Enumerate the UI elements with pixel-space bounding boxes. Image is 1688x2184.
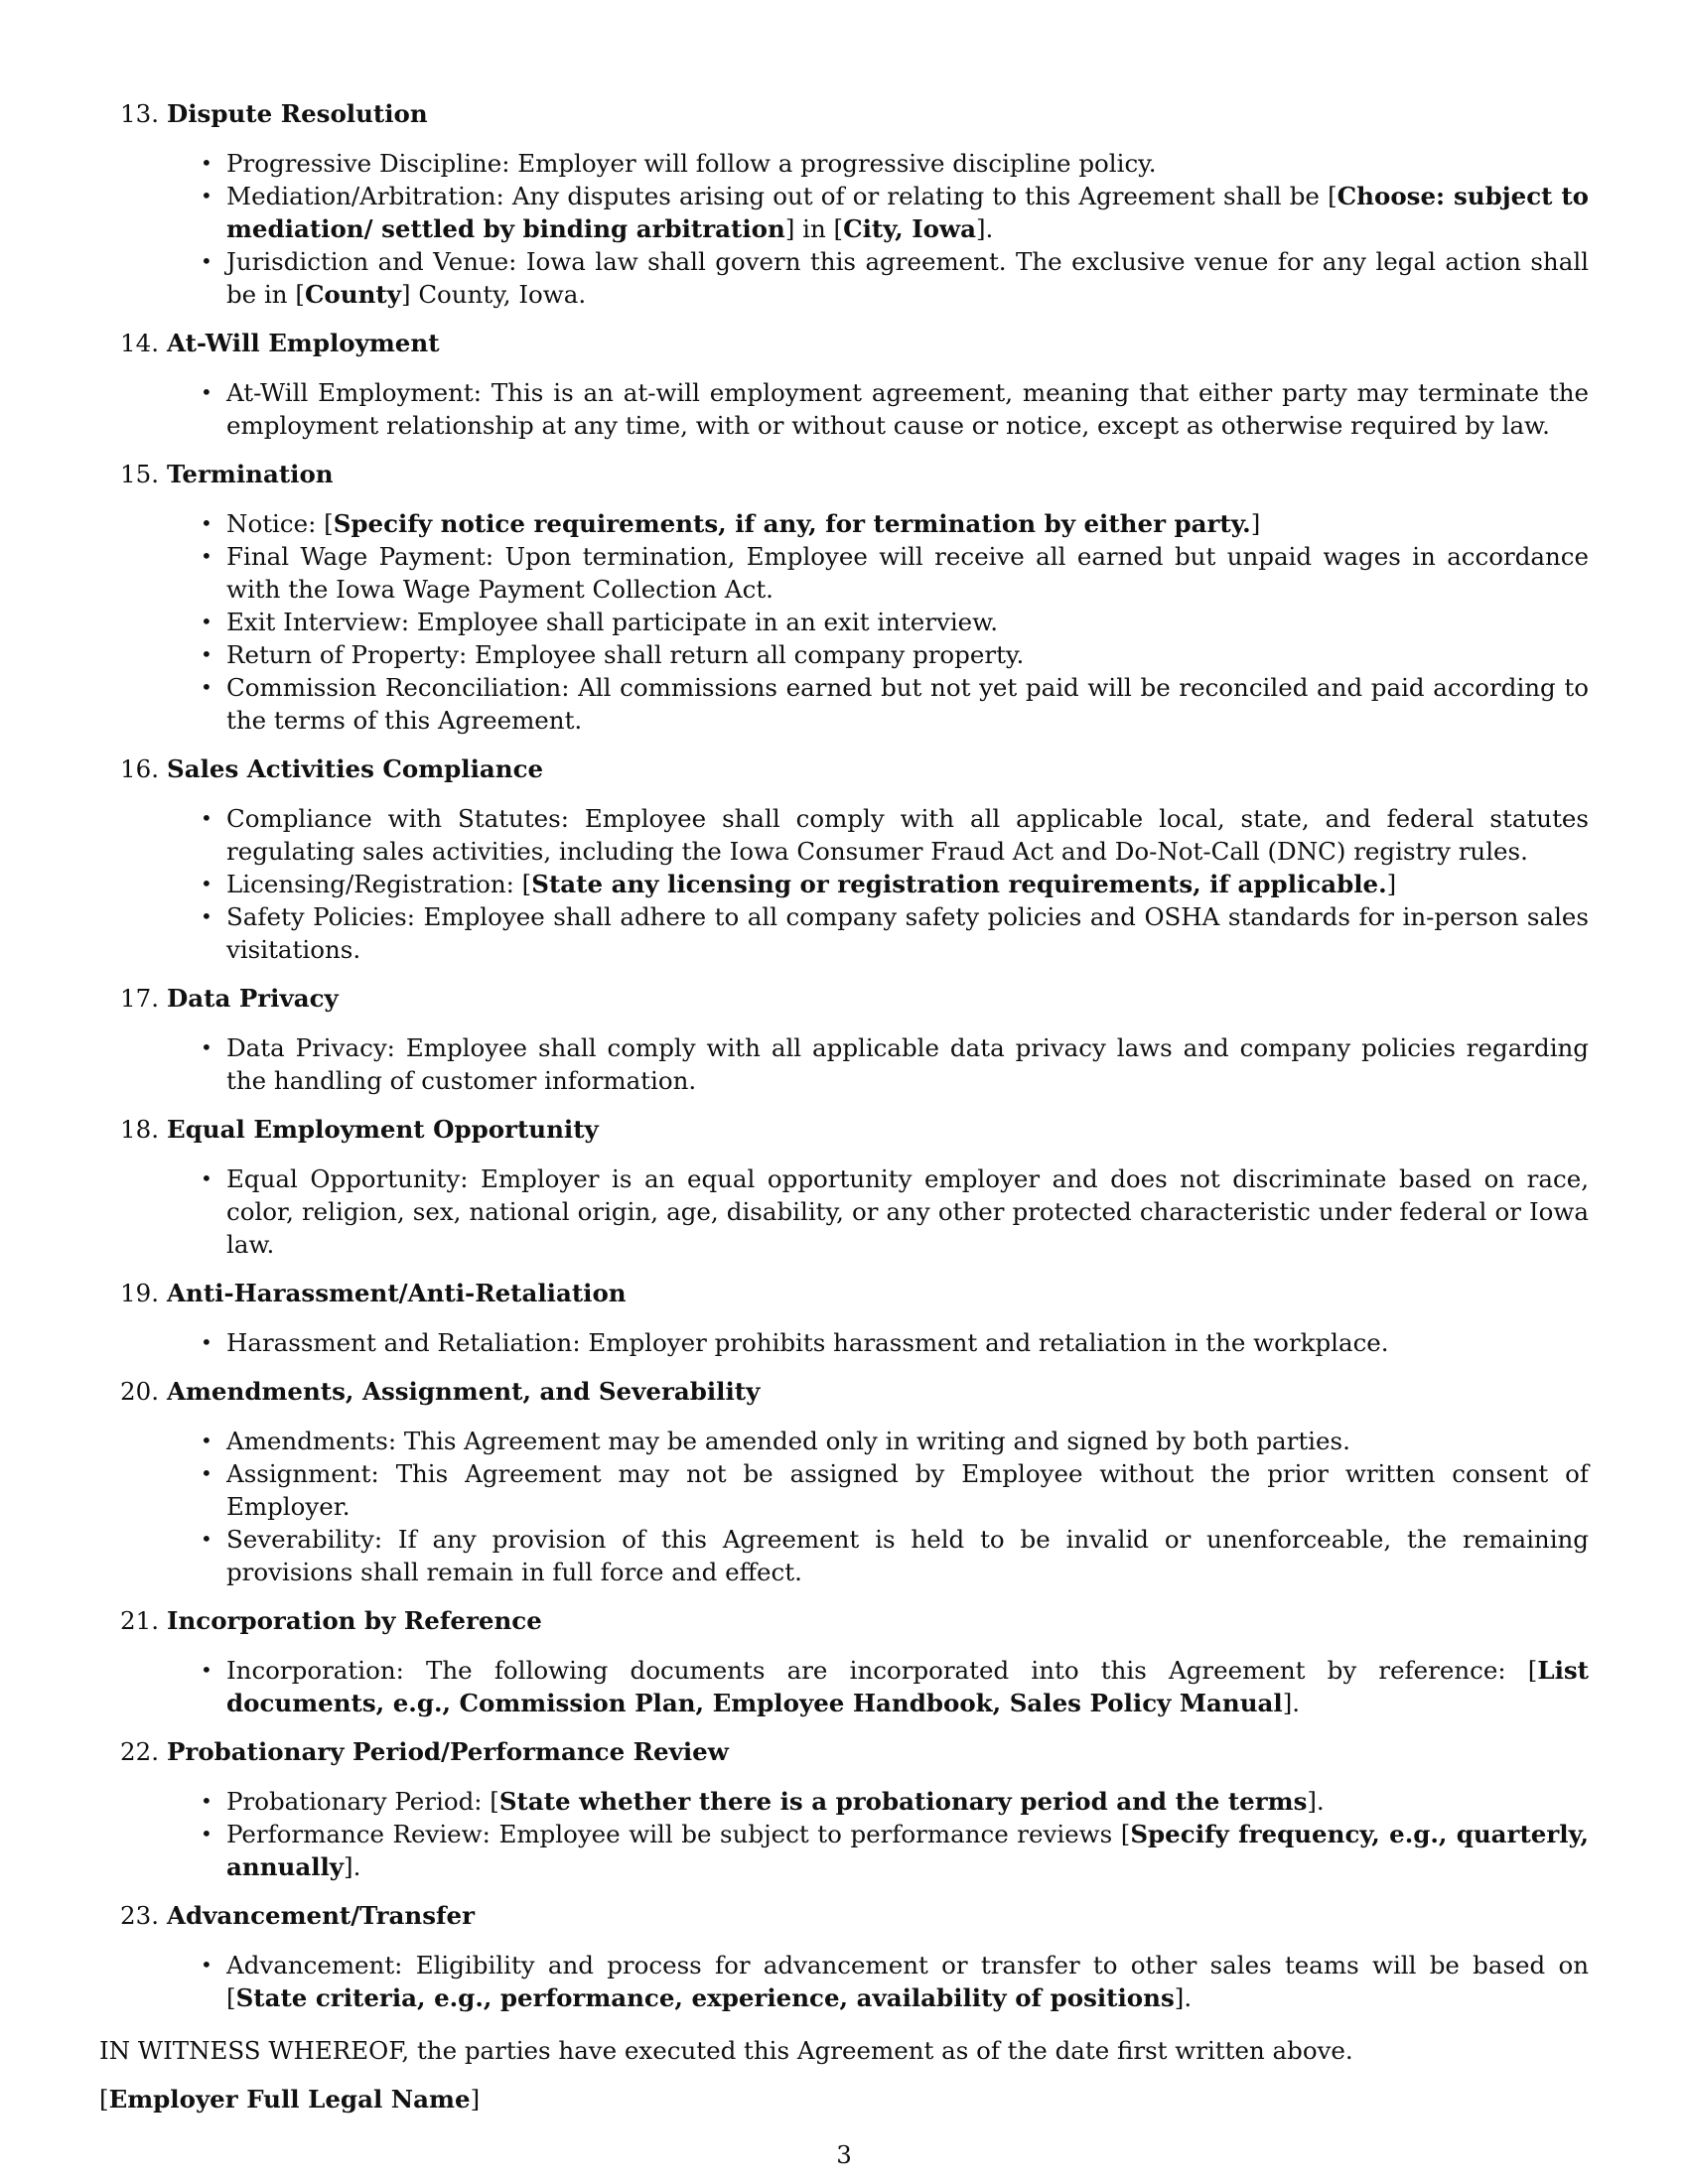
placeholder-text: State criteria, e.g., performance, experience, availability of positions: [235, 1983, 1175, 2012]
text-segment: Return of Property: Employee shall return all company property.: [226, 640, 1025, 669]
section-heading: [99, 1113, 1589, 1146]
text-segment: Jurisdiction and Venue: Iowa law shall govern this agreement. The exclusive venue for any legal action shall be in [: [226, 247, 1589, 309]
bullet-list: [99, 1326, 1589, 1359]
section-title: Equal Employment Opportunity: [167, 1115, 599, 1144]
text-segment: At-Will Employment: This is an at-will employment agreement, meaning that either party may terminate the employment relationship at any time, with or without cause or notice, except as otherwise required by law.: [226, 378, 1589, 440]
bullet-icon: •: [201, 1953, 212, 1977]
bullet-icon: •: [201, 1822, 212, 1845]
list-item: [99, 1818, 1589, 1883]
placeholder-text: State whether there is a probationary period and the terms: [498, 1787, 1308, 1816]
list-item: [99, 507, 1589, 540]
section-heading: [99, 97, 1589, 130]
list-item: [99, 147, 1589, 180]
section-title: At-Will Employment: [167, 329, 440, 357]
bullet-icon: •: [201, 1461, 212, 1485]
text-segment: Licensing/Registration: [: [226, 870, 532, 898]
text-segment: ].: [1174, 1983, 1193, 2012]
section-title: Advancement/Transfer: [167, 1901, 476, 1930]
bullet-icon: •: [201, 1658, 212, 1682]
text-segment: Final Wage Payment: Upon termination, Employee will receive all earned but unpaid wages in accordance with the Iowa Wage Payment Collection Act.: [226, 542, 1589, 604]
text-segment: Severability: If any provision of this Agreement is held to be invalid or unenforceable, the remaining provisions shall remain in full force and effect.: [226, 1525, 1589, 1586]
bullet-icon: •: [201, 544, 212, 568]
bullet-icon: •: [201, 1429, 212, 1452]
list-item: [99, 868, 1589, 900]
list-item: [99, 638, 1589, 671]
list-item: [99, 1949, 1589, 2014]
bullet-list: [99, 147, 1589, 311]
bullet-icon: •: [201, 1330, 212, 1354]
list-item: [99, 540, 1589, 606]
text-segment: ]: [1386, 870, 1397, 898]
bullet-icon: •: [201, 511, 212, 535]
placeholder-text: County: [304, 280, 401, 309]
document-body: [99, 97, 1589, 2116]
section: [99, 982, 1589, 1097]
section-title: Termination: [167, 460, 334, 488]
section-title: Data Privacy: [167, 984, 339, 1013]
bullet-icon: •: [201, 806, 212, 830]
text-segment: Mediation/Arbitration: Any disputes arising out of or relating to this Agreement shall be [: [226, 182, 1337, 210]
section: [99, 327, 1589, 442]
section-number: 18.: [120, 1115, 159, 1144]
section-heading: [99, 982, 1589, 1015]
section-title: Dispute Resolution: [167, 99, 428, 128]
text-segment: Advancement: Eligibility and process for advancement or transfer to other sales teams will be based on [: [226, 1951, 1589, 2012]
section-number: 19.: [120, 1279, 159, 1307]
section-title: Amendments, Assignment, and Severability: [167, 1377, 761, 1406]
section: [99, 1375, 1589, 1588]
text-segment: ].: [975, 214, 994, 243]
list-item: [99, 180, 1589, 245]
list-item: [99, 1654, 1589, 1719]
text-segment: ] in [: [784, 214, 844, 243]
bullet-list: [99, 1785, 1589, 1883]
section-number: 22.: [120, 1737, 159, 1766]
list-item: [99, 802, 1589, 868]
bullet-list: [99, 376, 1589, 442]
list-item: [99, 671, 1589, 737]
text-segment: ]: [470, 2085, 481, 2114]
section-number: 15.: [120, 460, 159, 488]
bullet-icon: •: [201, 249, 212, 273]
section-list: [99, 97, 1589, 2014]
section-heading: [99, 1735, 1589, 1768]
section: [99, 752, 1589, 966]
list-item: [99, 1425, 1589, 1457]
section-number: 17.: [120, 984, 159, 1013]
section-heading: [99, 1375, 1589, 1408]
text-segment: Notice: [: [226, 509, 334, 538]
list-item: [99, 1457, 1589, 1523]
text-segment: Compliance with Statutes: Employee shall comply with all applicable local, state, and federal statutes regulating sales activities, including the Iowa Consumer Fraud Act and Do-Not-Call (DNC) registry rules.: [226, 804, 1589, 866]
placeholder-text: List documents, e.g., Commission Plan, Employee Handbook, Sales Policy Manual: [226, 1656, 1589, 1717]
text-segment: [: [99, 2085, 109, 2114]
section: [99, 1604, 1589, 1719]
section-heading: [99, 1899, 1589, 1932]
text-segment: Commission Reconciliation: All commissions earned but not yet paid will be reconciled and paid according to the terms of this Agreement.: [226, 673, 1589, 735]
list-item: [99, 1326, 1589, 1359]
text-segment: Incorporation: The following documents are incorporated into this Agreement by reference: [: [226, 1656, 1538, 1685]
section: [99, 1113, 1589, 1261]
bullet-icon: •: [201, 904, 212, 928]
text-segment: Progressive Discipline: Employer will follow a progressive discipline policy.: [226, 149, 1157, 178]
list-item: [99, 1523, 1589, 1588]
placeholder-text: Specify notice requirements, if any, for termination by either party.: [333, 509, 1251, 538]
bullet-list: [99, 507, 1589, 737]
section-title: Incorporation by Reference: [167, 1606, 542, 1635]
section: [99, 1735, 1589, 1883]
section-heading: [99, 327, 1589, 359]
section: [99, 97, 1589, 311]
bullet-icon: •: [201, 184, 212, 207]
text-segment: ].: [344, 1852, 361, 1881]
bullet-icon: •: [201, 675, 212, 699]
list-item: [99, 376, 1589, 442]
section-title: Anti-Harassment/Anti-Retaliation: [167, 1279, 627, 1307]
section-number: 21.: [120, 1606, 159, 1635]
list-item: [99, 1785, 1589, 1818]
list-item: [99, 900, 1589, 966]
section-heading: [99, 1604, 1589, 1637]
section-number: 23.: [120, 1901, 159, 1930]
bullet-icon: •: [201, 1035, 212, 1059]
text-segment: Performance Review: Employee will be subject to performance reviews [: [226, 1820, 1131, 1848]
text-segment: Equal Opportunity: Employer is an equal opportunity employer and does not discriminate based on race, color, religion, sex, national origin, age, disability, or any other protected characteristic under federal or Iowa law.: [226, 1164, 1589, 1259]
section: [99, 1277, 1589, 1359]
text-segment: Assignment: This Agreement may not be assigned by Employee without the prior written consent of Employer.: [226, 1459, 1589, 1521]
text-segment: Probationary Period: [: [226, 1787, 499, 1816]
bullet-list: [99, 1031, 1589, 1097]
employer-name-placeholder: [99, 2083, 1589, 2116]
bullet-icon: •: [201, 872, 212, 895]
list-item: [99, 1031, 1589, 1097]
bullet-icon: •: [201, 151, 212, 175]
placeholder-text: Choose: subject to mediation/ settled by binding arbitration: [226, 182, 1589, 243]
section-number: 14.: [120, 329, 159, 357]
placeholder-text: State any licensing or registration requirements, if applicable.: [531, 870, 1387, 898]
bullet-icon: •: [201, 610, 212, 633]
bullet-list: [99, 1162, 1589, 1261]
bullet-icon: •: [201, 380, 212, 404]
witness-clause: IN WITNESS WHEREOF, the parties have executed this Agreement as of the date first written above.: [99, 2036, 1353, 2065]
bullet-icon: •: [201, 642, 212, 666]
section-number: 16.: [120, 754, 159, 783]
section-number: 20.: [120, 1377, 159, 1406]
bullet-list: [99, 1425, 1589, 1588]
text-segment: Harassment and Retaliation: Employer prohibits harassment and retaliation in the workplace.: [226, 1328, 1389, 1357]
text-segment: Data Privacy: Employee shall comply with all applicable data privacy laws and company policies regarding the handling of customer information.: [226, 1033, 1589, 1095]
section: [99, 458, 1589, 737]
placeholder-text: City, Iowa: [843, 214, 976, 243]
section-heading: [99, 458, 1589, 490]
bullet-icon: •: [201, 1166, 212, 1190]
text-segment: Exit Interview: Employee shall participate in an exit interview.: [226, 608, 999, 636]
text-segment: ]: [1250, 509, 1261, 538]
text-segment: ].: [1307, 1787, 1325, 1816]
placeholder-text: Employer Full Legal Name: [108, 2085, 471, 2114]
text-segment: ] County, Iowa.: [400, 280, 587, 309]
text-segment: ].: [1282, 1689, 1301, 1717]
section-number: 13.: [120, 99, 159, 128]
bullet-list: [99, 802, 1589, 966]
section: [99, 1899, 1589, 2014]
section-title: Probationary Period/Performance Review: [167, 1737, 729, 1766]
placeholder-text: Specify frequency, e.g., quarterly, annually: [226, 1820, 1589, 1881]
bullet-icon: •: [201, 1527, 212, 1551]
list-item: [99, 606, 1589, 638]
page-number: 3: [836, 2140, 852, 2169]
text-segment: Safety Policies: Employee shall adhere to all company safety policies and OSHA standards for in-person sales visitations.: [226, 902, 1589, 964]
section-heading: [99, 1277, 1589, 1309]
bullet-list: [99, 1654, 1589, 1719]
list-item: [99, 1162, 1589, 1261]
section-title: Sales Activities Compliance: [167, 754, 544, 783]
text-segment: Amendments: This Agreement may be amended only in writing and signed by both parties.: [226, 1427, 1350, 1455]
bullet-icon: •: [201, 1789, 212, 1813]
list-item: [99, 245, 1589, 311]
section-heading: [99, 752, 1589, 785]
bullet-list: [99, 1949, 1589, 2014]
